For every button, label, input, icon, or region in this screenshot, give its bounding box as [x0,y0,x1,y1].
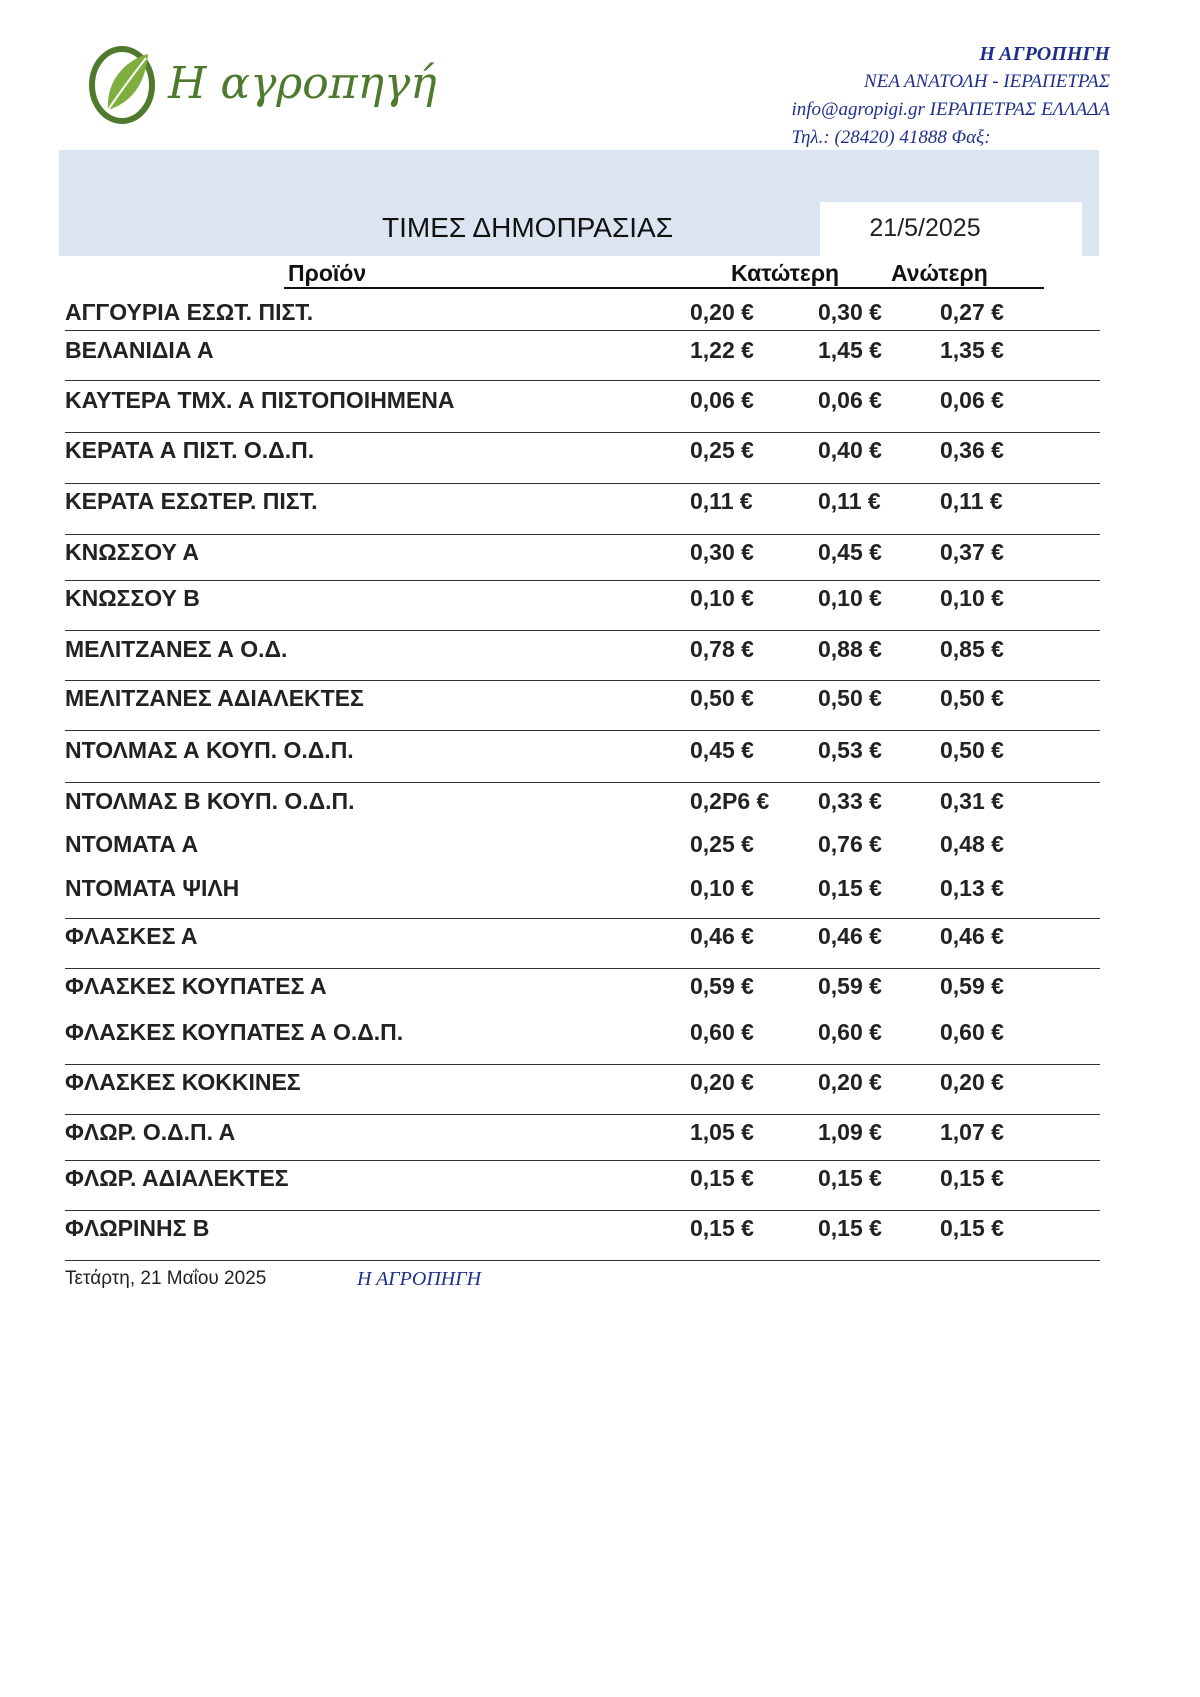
cell-avg: 0,37 € [940,539,1004,565]
cell-product: ΚΕΡΑΤΑ ΕΣΩΤΕΡ. ΠΙΣΤ. [65,488,318,514]
cell-avg: 0,46 € [940,923,1004,949]
cell-avg: 0,31 € [940,788,1004,814]
cell-product: ΚΝΩΣΣΟΥ Β [65,585,200,611]
cell-avg: 0,60 € [940,1019,1004,1045]
cell-low: 0,10 € [690,875,754,901]
table-row [0,1064,1035,1100]
cell-product: ΒΕΛΑΝΙΔΙΑ Α [65,337,214,363]
cell-high: 0,33 € [818,788,882,814]
row-separator [65,432,1100,433]
table-header [59,256,1099,290]
cell-avg: 0,06 € [940,387,1004,413]
company-phone-line: Τηλ.: (28420) 41888 Φαξ: [791,127,991,148]
cell-avg: 0,10 € [940,585,1004,611]
table-row [0,680,1035,716]
row-separator [65,1114,1100,1115]
cell-high: 0,30 € [818,299,882,325]
cell-low: 0,11 € [690,488,753,514]
company-email-line: info@agropigi.gr ΙΕΡΑΠΕΤΡΑΣ ΕΛΛΑΔΑ [791,99,1110,120]
company-info [791,40,1110,152]
cell-low: 0,06 € [690,387,754,413]
cell-product: ΦΛΑΣΚΕΣ ΚΟΥΠΑΤΕΣ Α [65,973,327,999]
cell-avg: 0,50 € [940,737,1004,763]
row-separator [65,630,1100,631]
table-row [0,432,1035,468]
table-row [0,826,1035,862]
logo-wordmark: Η αγροπηγή [168,58,437,109]
cell-product: ΝΤΟΛΜΑΣ Β ΚΟΥΠ. Ο.Δ.Π. [65,788,355,814]
cell-high: 0,20 € [818,1069,882,1095]
table-row [0,332,1035,368]
cell-low: 0,78 € [690,636,754,662]
table-row [0,918,1035,954]
cell-product: ΜΕΛΙΤΖΑΝΕΣ Α Ο.Δ. [65,636,288,662]
header-underline [284,287,1044,289]
cell-low: 0,25 € [690,831,754,857]
table-row [0,783,1035,819]
cell-avg: 1,35 € [940,337,1004,363]
date-box [820,202,1082,256]
cell-avg: 0,13 € [940,875,1004,901]
table-row [0,483,1035,519]
row-separator [65,782,1100,783]
cell-product: ΦΛΑΣΚΕΣ ΚΟΥΠΑΤΕΣ Α Ο.Δ.Π. [65,1019,404,1045]
cell-product: ΦΛΑΣΚΕΣ ΚΟΚΚΙΝΕΣ [65,1069,301,1095]
cell-avg: 1,07 € [940,1119,1004,1145]
table-row [0,294,1035,330]
cell-product: ΦΛΩΡ. Ο.Δ.Π. Α [65,1119,236,1145]
cell-low: 0,59 € [690,973,754,999]
footer-date: Τετάρτη, 21 Μαΐου 2025 [65,1268,267,1289]
row-separator [65,380,1100,381]
table-row [0,870,1035,906]
cell-product: ΝΤΟΜΑΤΑ Α [65,831,199,857]
cell-high: 0,45 € [818,539,882,565]
cell-product: ΜΕΛΙΤΖΑΝΕΣ ΑΔΙΑΛΕΚΤΕΣ [65,685,364,711]
table-row [0,580,1035,616]
cell-low: 0,25 € [690,437,754,463]
row-separator [65,968,1100,969]
cell-high: 0,59 € [818,973,882,999]
cell-avg: 0,59 € [940,973,1004,999]
table-row [0,1014,1035,1050]
cell-avg: 0,36 € [940,437,1004,463]
cell-product: ΑΓΓΟΥΡΙΑ ΕΣΩΤ. ΠΙΣΤ. [65,299,314,325]
cell-product: ΝΤΟΜΑΤΑ ΨΙΛΗ [65,875,240,901]
cell-product: ΦΛΩΡΙΝΗΣ Β [65,1215,210,1241]
cell-high: 0,15 € [818,1215,882,1241]
row-separator [65,534,1100,535]
cell-low: 0,15 € [690,1165,754,1191]
cell-high: 0,88 € [818,636,882,662]
table-row [0,534,1035,570]
company-address: ΝΕΑ ΑΝΑΤΟΛΗ - ΙΕΡΑΠΕΤΡΑΣ [864,71,1110,92]
row-separator [65,483,1100,484]
company-logo [86,40,437,140]
column-header-product: Προϊόν [288,260,367,286]
cell-avg: 0,50 € [940,685,1004,711]
cell-high: 0,50 € [818,685,882,711]
row-separator [65,1260,1100,1261]
cell-high: 0,06 € [818,387,882,413]
table-row [0,1210,1035,1246]
column-header-high: Ανώτερη [891,260,988,286]
row-separator [65,580,1100,581]
column-header-low: Κατώτερη [731,260,840,286]
row-separator [65,1160,1100,1161]
cell-low: 0,20 € [690,1069,754,1095]
cell-low: 0,60 € [690,1019,754,1045]
cell-low: 0,20 € [690,299,754,325]
auction-date: 21/5/2025 [869,214,981,242]
cell-avg: 0,15 € [940,1215,1004,1241]
page-title: ΤΙΜΕΣ ΔΗΜΟΠΡΑΣΙΑΣ [382,212,674,243]
cell-avg: 0,20 € [940,1069,1004,1095]
cell-low: 0,10 € [690,585,754,611]
row-separator [65,730,1100,731]
cell-avg: 0,15 € [940,1165,1004,1191]
cell-high: 0,15 € [818,1165,882,1191]
cell-high: 0,11 € [818,488,881,514]
cell-product: ΚΝΩΣΣΟΥ Α [65,539,200,565]
cell-product: ΦΛΑΣΚΕΣ Α [65,923,198,949]
table-row [0,382,1035,418]
cell-high: 0,15 € [818,875,882,901]
cell-low: 0,46 € [690,923,754,949]
cell-product: ΚΑΥΤΕΡΑ ΤΜΧ. Α ΠΙΣΤΟΠΟΙΗΜΕΝΑ [65,387,455,413]
row-separator [65,680,1100,681]
cell-low: 1,05 € [690,1119,754,1145]
cell-low: 1,22 € [690,337,754,363]
row-separator [65,1210,1100,1211]
cell-low: 0,30 € [690,539,754,565]
company-name: Η ΑΓΡΟΠΗΓΗ [979,43,1110,65]
cell-high: 0,76 € [818,831,882,857]
leaf-icon [86,40,166,130]
cell-high: 0,10 € [818,585,882,611]
cell-high: 0,53 € [818,737,882,763]
cell-high: 1,45 € [818,337,882,363]
cell-product: ΦΛΩΡ. ΑΔΙΑΛΕΚΤΕΣ [65,1165,289,1191]
table-row [0,1114,1035,1150]
cell-avg: 0,11 € [940,488,1003,514]
cell-low: 0,15 € [690,1215,754,1241]
cell-high: 0,40 € [818,437,882,463]
cell-low: 0,45 € [690,737,754,763]
cell-high: 0,60 € [818,1019,882,1045]
table-row [0,968,1035,1004]
cell-low: 0,2Ρ6 € [690,788,770,814]
row-separator [65,1064,1100,1065]
row-separator [65,330,1100,331]
cell-avg: 0,27 € [940,299,1004,325]
cell-product: ΚΕΡΑΤΑ Α ΠΙΣΤ. Ο.Δ.Π. [65,437,315,463]
cell-product: ΝΤΟΛΜΑΣ Α ΚΟΥΠ. Ο.Δ.Π. [65,737,354,763]
table-row [0,732,1035,768]
cell-high: 0,46 € [818,923,882,949]
cell-low: 0,50 € [690,685,754,711]
table-row [0,631,1035,667]
row-separator [65,918,1100,919]
cell-avg: 0,85 € [940,636,1004,662]
table-row [0,1160,1035,1196]
cell-avg: 0,48 € [940,831,1004,857]
cell-high: 1,09 € [818,1119,882,1145]
footer-company: Η ΑΓΡΟΠΗΓΗ [357,1268,482,1290]
